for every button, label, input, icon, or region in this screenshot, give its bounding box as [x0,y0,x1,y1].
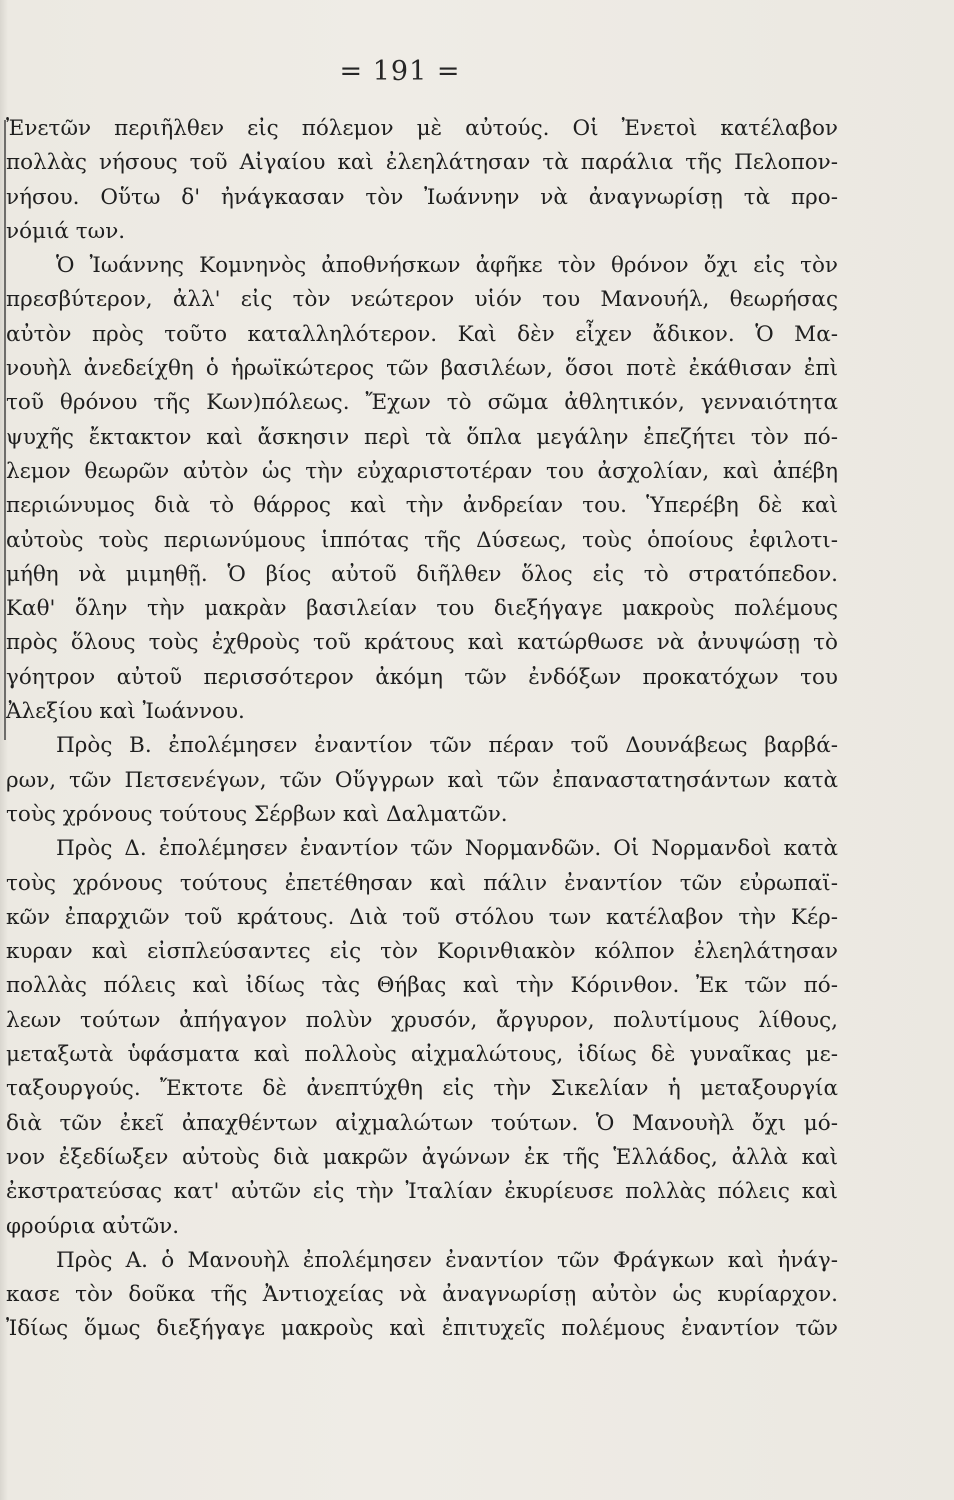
text-line: Ἰδίως ὅμως διεξήγαγε μακροὺς καὶ ἐπιτυχεῖς πολέμους ἐναντίον τῶν [6,1316,838,1342]
text-line: ἐκστρατεύσας κατ' αὐτῶν εἰς τὴν Ἰταλίαν ἐκυρίευσε πολλὰς πόλεις καὶ [6,1179,838,1205]
text-line: μεταξωτὰ ὑφάσματα καὶ πολλοὺς αἰχμαλώτους, ἰδίως δὲ γυναῖκας με- [6,1042,838,1068]
text-line: τοὺς χρόνους τούτους Σέρβων καὶ Δαλματῶν. [6,801,508,827]
text-line: κασε τὸν δοῦκα τῆς Ἀντιοχείας νὰ ἀναγνωρίσῃ αὐτὸν ὡς κυρίαρχον. [6,1282,838,1308]
text-line: ψυχῆς ἔκτακτον καὶ ἄσκησιν περὶ τὰ ὅπλα μεγάλην ἐπεζήτει τὸν πό- [6,424,838,450]
text-line: πολλὰς νήσους τοῦ Αἰγαίου καὶ ἐλεηλάτησαν τὰ παράλια τῆς Πελοπον- [6,150,838,176]
text-line: Πρὸς Β. ἐπολέμησεν ἐναντίον τῶν πέραν τοῦ Δουνάβεως βαρβά- [56,733,838,759]
text-line: κυραν καὶ εἰσπλεύσαντες εἰς τὸν Κορινθιακὸν κόλπον ἐλεηλάτησαν [6,939,838,965]
text-line: πρὸς ὅλους τοὺς ἐχθροὺς τοῦ κράτους καὶ κατώρθωσε νὰ ἀνυψώσῃ τὸ [6,630,838,656]
text-line: νουὴλ ἀνεδείχθη ὁ ἡρωϊκώτερος τῶν βασιλέων, ὅσοι ποτὲ ἐκάθισαν ἐπὶ [6,356,838,382]
text-line: πρεσβύτερον, ἀλλ' εἰς τὸν νεώτερον υἱόν του Μανουήλ, θεωρήσας [6,287,838,313]
text-line: Καθ' ὅλην τὴν μακρὰν βασιλείαν του διεξήγαγε μακροὺς πολέμους [6,596,838,622]
text-line: αὐτὸν πρὸς τοῦτο καταλληλότερον. Καὶ δὲν εἶχεν ἄδικον. Ὁ Μα- [6,321,838,347]
text-line: νήσου. Οὕτω δ' ἠνάγκασαν τὸν Ἰωάννην νὰ ἀναγνωρίσῃ τὰ προ- [6,184,838,210]
text-line: τοὺς χρόνους τούτους ἐπετέθησαν καὶ πάλιν ἐναντίον τῶν εὐρωπαϊ- [6,870,838,896]
text-line: τοῦ θρόνου τῆς Κων)πόλεως. Ἔχων τὸ σῶμα ἀθλητικόν, γενναιότητα [6,390,838,416]
body-text [6,112,838,1347]
text-line: Ἐνετῶν περιῆλθεν εἰς πόλεμον μὲ αὐτούς. Οἱ Ἐνετοὶ κατέλαβον [6,116,838,141]
text-line: αὐτοὺς τοὺς περιωνύμους ἱππότας τῆς Δύσεως, τοὺς ὁποίους ἐφιλοτι- [6,527,838,553]
text-line: πολλὰς πόλεις καὶ ἰδίως τὰς Θήβας καὶ τὴν Κόρινθον. Ἐκ τῶν πό- [6,973,838,999]
text-line: ρων, τῶν Πετσενέγων, τῶν Οὕγγρων καὶ τῶν ἐπαναστατησάντων κατὰ [6,767,838,793]
text-line: Ἀλεξίου καὶ Ἰωάννου. [6,699,245,725]
text-line: Ὁ Ἰωάννης Κομνηνὸς ἀποθνήσκων ἀφῆκε τὸν θρόνον ὄχι εἰς τὸν [56,253,838,279]
text-line: μήθη νὰ μιμηθῇ. Ὁ βίος αὐτοῦ διῆλθεν ὅλος εἰς τὸ στρατόπεδον. [6,561,838,587]
page-number: = 191 = [339,56,461,87]
text-line: νον ἐξεδίωξεν αὐτοὺς διὰ μακρῶν ἀγώνων ἐκ τῆς Ἑλλάδος, ἀλλὰ καὶ [6,1144,838,1170]
text-line: κῶν ἐπαρχιῶν τοῦ κράτους. Διὰ τοῦ στόλου των κατέλαβον τὴν Κέρ- [6,904,838,930]
text-line: Πρὸς Δ. ἐπολέμησεν ἐναντίον τῶν Νορμανδῶν. Οἱ Νορμανδοὶ κατὰ [56,836,838,862]
text-line: λεμον θεωρῶν αὐτὸν ὡς τὴν εὐχαριστοτέραν του ἀσχολίαν, καὶ ἀπέβη [6,458,838,484]
text-line: Πρὸς Α. ὁ Μανουὴλ ἐπολέμησεν ἐναντίον τῶν Φράγκων καὶ ἠνάγ- [56,1247,838,1273]
text-line: λεων τούτων ἀπήγαγον πολὺν χρυσόν, ἄργυρον, πολυτίμους λίθους, [6,1007,838,1033]
text-line: ταξουργούς. Ἔκτοτε δὲ ἀνεπτύχθη εἰς τὴν Σικελίαν ἡ μεταξουργία [6,1076,838,1102]
text-line: γόητρον αὐτοῦ περισσότερον ἀκόμη τῶν ἐνδόξων προκατόχων του [6,664,838,690]
text-line: νόμιά των. [6,218,126,244]
text-line: φρούρια αὐτῶν. [6,1213,180,1239]
text-line: διὰ τῶν ἐκεῖ ἀπαχθέντων αἰχμαλώτων τούτων. Ὁ Μανουὴλ ὄχι μό- [6,1110,838,1136]
text-line: περιώνυμος διὰ τὸ θάρρος καὶ τὴν ἀνδρείαν του. Ὑπερέβη δὲ καὶ [6,493,838,519]
